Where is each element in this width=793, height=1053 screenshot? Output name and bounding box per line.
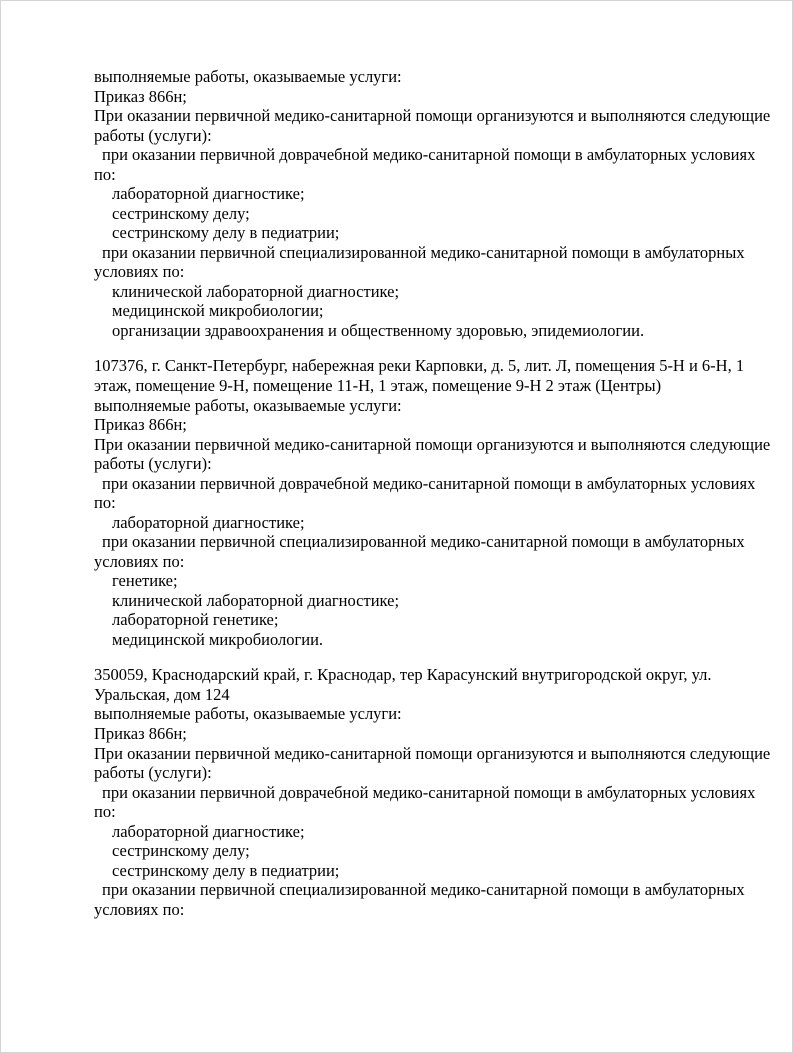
license-text-block	[94, 67, 771, 919]
text-line: лабораторной диагностике;	[112, 184, 305, 204]
text-line: 350059, Краснодарский край, г. Краснодар, тер Карасунский внутригородской округ, ул.	[94, 665, 712, 685]
text-line: При оказании первичной медико-санитарной помощи организуются и выполняются следующие	[94, 106, 771, 126]
address-section	[94, 356, 771, 649]
text-line: 107376, г. Санкт-Петербург, набережная реки Карповки, д. 5, лит. Л, помещения 5-Н и 6-Н, 1	[94, 356, 745, 376]
document-page	[1, 1, 792, 919]
text-line: при оказании первичной специализированной медико-санитарной помощи в амбулаторных	[102, 532, 745, 552]
text-line: условиях по:	[94, 262, 185, 282]
text-line: Приказ 866н;	[94, 724, 187, 743]
text-line: по:	[94, 164, 116, 184]
text-line: При оказании первичной медико-санитарной помощи организуются и выполняются следующие	[94, 434, 771, 454]
text-line: по:	[94, 802, 116, 822]
address-section	[94, 67, 771, 340]
text-line: лабораторной диагностике;	[112, 512, 305, 532]
text-line: при оказании первичной доврачебной медико-санитарной помощи в амбулаторных условиях	[102, 145, 756, 165]
text-line: условиях по:	[94, 551, 185, 571]
text-line: работы (услуги):	[94, 763, 212, 783]
text-line: при оказании первичной доврачебной медико-санитарной помощи в амбулаторных условиях	[102, 782, 756, 802]
text-line: выполняемые работы, оказываемые услуги:	[94, 67, 402, 86]
text-line: Приказ 866н;	[94, 86, 187, 106]
text-line: этаж, помещение 9-Н, помещение 11-Н, 1 этаж, помещение 9-Н 2 этаж (Центры)	[94, 375, 662, 395]
text-line: Приказ 866н;	[94, 415, 187, 435]
text-line: Уральская, дом 124	[94, 684, 230, 704]
text-line: при оказании первичной специализированной медико-санитарной помощи в амбулаторных	[102, 242, 745, 262]
text-line: при оказании первичной доврачебной медико-санитарной помощи в амбулаторных условиях	[102, 473, 756, 493]
text-line: условиях по:	[94, 899, 185, 919]
text-line: генетике;	[112, 571, 178, 591]
text-line: медицинской микробиологии;	[112, 301, 324, 321]
text-line: сестринскому делу в педиатрии;	[112, 223, 340, 243]
text-line: сестринскому делу;	[112, 841, 250, 861]
text-line: сестринскому делу;	[112, 203, 250, 223]
text-line: выполняемые работы, оказываемые услуги:	[94, 704, 402, 724]
text-line: работы (услуги):	[94, 125, 212, 145]
text-line: по:	[94, 493, 116, 513]
text-line: организации здравоохранения и общественному здоровью, эпидемиологии.	[112, 320, 645, 340]
text-line: сестринскому делу в педиатрии;	[112, 860, 340, 880]
address-section	[94, 665, 771, 919]
text-line: лабораторной диагностике;	[112, 821, 305, 841]
text-line: При оказании первичной медико-санитарной помощи организуются и выполняются следующие	[94, 743, 771, 763]
text-line: клинической лабораторной диагностике;	[112, 590, 400, 610]
text-line: лабораторной генетике;	[112, 610, 279, 630]
text-line: при оказании первичной специализированной медико-санитарной помощи в амбулаторных	[102, 880, 745, 900]
text-line: медицинской микробиологии.	[112, 629, 324, 649]
text-line: выполняемые работы, оказываемые услуги:	[94, 395, 402, 415]
text-line: работы (услуги):	[94, 454, 212, 474]
text-line: клинической лабораторной диагностике;	[112, 281, 400, 301]
